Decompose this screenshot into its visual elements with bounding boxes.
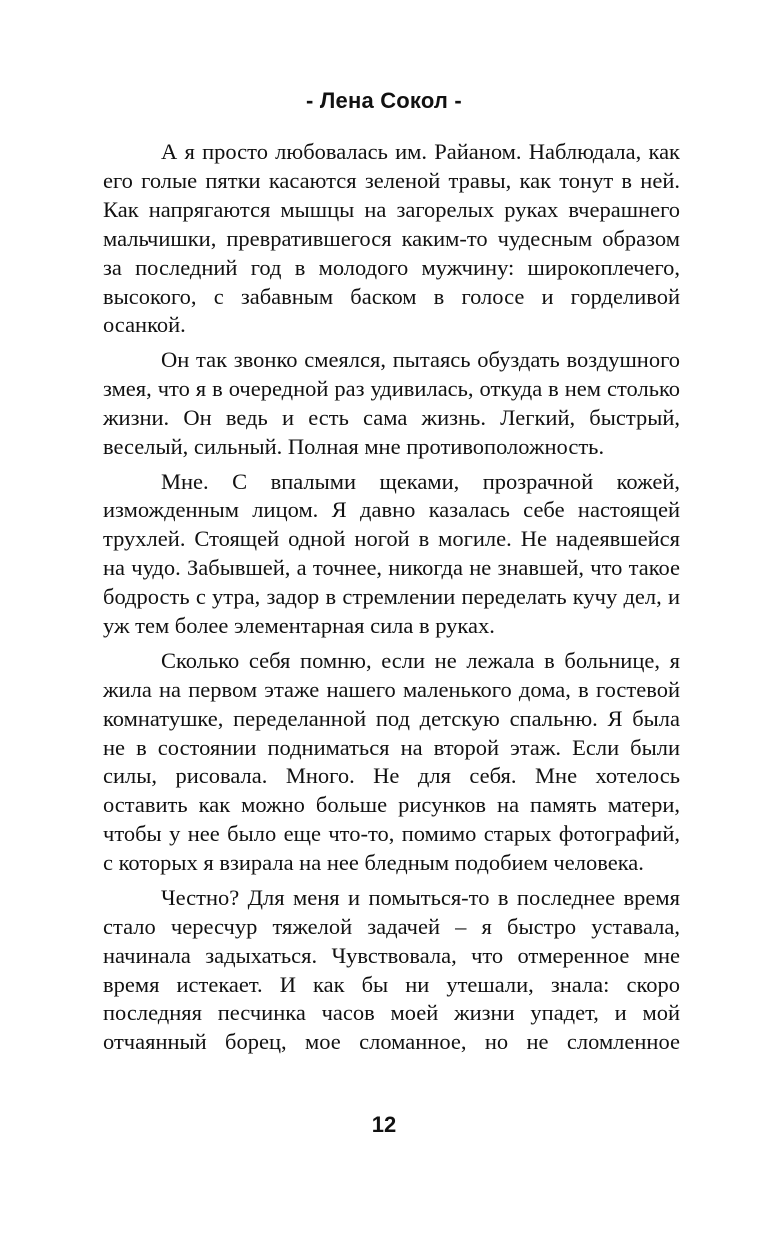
- running-title: - Лена Сокол -: [306, 88, 462, 113]
- paragraph-3: Мне. С впалыми щеками, прозрачной кожей, изможденным лицом. Я давно казалась себе настоящей трухлей. Стоящей одной ногой в могиле. Не надеявшейся на чудо. Забывшей, а точнее, никогда не знавшей, что такое бодрость с утра, задор в стремлении переделать кучу дел, и уж тем более элементарная сила в руках.: [103, 468, 680, 639]
- paragraph-5: Честно? Для меня и помыться-то в последнее время стало чересчур тяжелой задачей – я быстро уставала, начинала задыхаться. Чувствовала, что отмеренное мне время истекает. И как бы ни утешали, знала: скоро последняя песчинка часов моей жизни упадет, и мой отчаянный борец, мое сломанное, но не сломленное: [103, 884, 680, 1055]
- paragraph-4: Сколько себя помню, если не лежала в больнице, я жила на первом этаже нашего маленького дома, в гостевой комнатушке, переделанной под детскую спальню. Я была не в состоянии подниматься на второй этаж. Если были силы, рисовала. Много. Не для себя. Мне хотелось оставить как можно больше рисунков на память матери, чтобы у нее было еще что-то, помимо старых фотографий, с которых я взирала на нее бледным подобием человека.: [103, 647, 680, 876]
- page-number: 12: [371, 1112, 397, 1137]
- paragraph-2: Он так звонко смеялся, пытаясь обуздать воздушного змея, что я в очередной раз удивилась, откуда в нем столько жизни. Он ведь и есть сама жизнь. Легкий, быстрый, веселый, сильный. Полная мне противоположность.: [103, 347, 680, 459]
- body-text: [103, 138, 680, 1063]
- paragraph-1: А я просто любовалась им. Райаном. Наблюдала, как его голые пятки касаются зеленой травы, как тонут в ней. Как напрягаются мышцы на загорелых руках вчерашнего мальчишки, превратившегося каким-то чудесным образом за последний год в молодого мужчину: широкоплечего, высокого, с забавным баском в голосе и горделивой осанкой.: [103, 139, 680, 338]
